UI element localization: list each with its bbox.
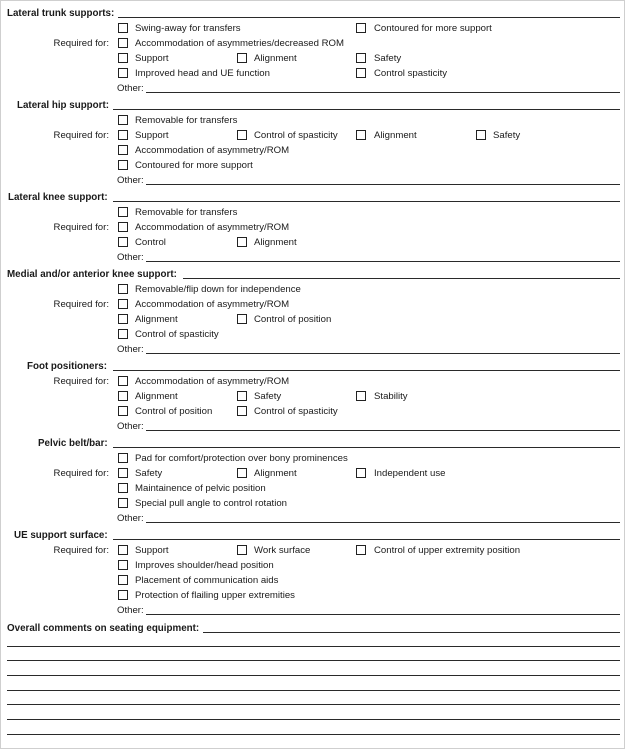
- other-answer-line[interactable]: [146, 522, 620, 523]
- checkbox[interactable]: [118, 68, 128, 78]
- title-answer-line[interactable]: [113, 447, 620, 448]
- comment-line[interactable]: [7, 646, 620, 647]
- other-label: Other:: [117, 83, 144, 94]
- checkbox[interactable]: [237, 391, 247, 401]
- section-title: Foot positioners:: [27, 361, 108, 372]
- checkbox[interactable]: [118, 222, 128, 232]
- option-label: Accommodation of asymmetry/ROM: [135, 376, 290, 387]
- option-label: Independent use: [374, 468, 446, 479]
- checkbox[interactable]: [118, 406, 128, 416]
- option-label: Accommodation of asymmetry/ROM: [135, 299, 290, 310]
- checkbox[interactable]: [356, 23, 366, 33]
- checkbox[interactable]: [356, 468, 366, 478]
- option-label: Removable for transfers: [135, 207, 238, 218]
- option-label: Protection of flailing upper extremities: [135, 590, 295, 601]
- required-for-label: Required for:: [53, 376, 109, 387]
- comment-line[interactable]: [7, 734, 620, 735]
- other-answer-line[interactable]: [146, 430, 620, 431]
- required-for-label: Required for:: [53, 222, 109, 233]
- required-for-label: Required for:: [53, 299, 109, 310]
- checkbox[interactable]: [356, 130, 366, 140]
- title-answer-line[interactable]: [113, 539, 620, 540]
- comment-line[interactable]: [7, 719, 620, 720]
- checkbox[interactable]: [118, 314, 128, 324]
- comment-line[interactable]: [7, 675, 620, 676]
- option-label: Stability: [374, 391, 408, 402]
- other-answer-line[interactable]: [146, 261, 620, 262]
- option-label: Support: [135, 53, 169, 64]
- comment-line[interactable]: [7, 704, 620, 705]
- checkbox[interactable]: [118, 38, 128, 48]
- checkbox[interactable]: [237, 545, 247, 555]
- checkbox[interactable]: [356, 68, 366, 78]
- other-label: Other:: [117, 175, 144, 186]
- section-title: Medial and/or anterior knee support:: [7, 269, 177, 280]
- checkbox[interactable]: [118, 237, 128, 247]
- other-label: Other:: [117, 344, 144, 355]
- checkbox[interactable]: [356, 53, 366, 63]
- option-label: Support: [135, 545, 169, 556]
- option-label: Alignment: [135, 314, 178, 325]
- checkbox[interactable]: [118, 160, 128, 170]
- other-answer-line[interactable]: [146, 184, 620, 185]
- option-label: Contoured for more support: [374, 23, 492, 34]
- checkbox[interactable]: [118, 575, 128, 585]
- section-title: UE support surface:: [14, 530, 108, 541]
- section-title: Pelvic belt/bar:: [38, 438, 108, 449]
- checkbox[interactable]: [476, 130, 486, 140]
- checkbox[interactable]: [237, 237, 247, 247]
- other-answer-line[interactable]: [146, 92, 620, 93]
- checkbox[interactable]: [118, 498, 128, 508]
- required-for-label: Required for:: [53, 545, 109, 556]
- option-label: Control of upper extremity position: [374, 545, 521, 556]
- option-label: Safety: [254, 391, 282, 402]
- checkbox[interactable]: [118, 299, 128, 309]
- option-label: Control of spasticity: [254, 406, 338, 417]
- option-label: Special pull angle to control rotation: [135, 498, 287, 509]
- option-label: Removable for transfers: [135, 115, 238, 126]
- other-answer-line[interactable]: [146, 614, 620, 615]
- option-label: Alignment: [254, 237, 297, 248]
- option-label: Contoured for more support: [135, 160, 253, 171]
- checkbox[interactable]: [356, 545, 366, 555]
- option-label: Alignment: [254, 53, 297, 64]
- checkbox[interactable]: [118, 145, 128, 155]
- checkbox[interactable]: [118, 115, 128, 125]
- option-label: Alignment: [135, 391, 178, 402]
- title-answer-line[interactable]: [118, 17, 620, 18]
- checkbox[interactable]: [237, 406, 247, 416]
- checkbox[interactable]: [118, 468, 128, 478]
- section-title: Lateral knee support:: [8, 192, 108, 203]
- option-label: Safety: [135, 468, 163, 479]
- title-answer-line[interactable]: [113, 201, 620, 202]
- other-label: Other:: [117, 421, 144, 432]
- checkbox[interactable]: [118, 545, 128, 555]
- option-label: Safety: [374, 53, 402, 64]
- title-answer-line[interactable]: [183, 278, 620, 279]
- checkbox[interactable]: [118, 560, 128, 570]
- option-label: Control of position: [135, 406, 213, 417]
- option-label: Accommodation of asymmetry/ROM: [135, 145, 290, 156]
- checkbox[interactable]: [118, 391, 128, 401]
- checkbox[interactable]: [237, 468, 247, 478]
- required-for-label: Required for:: [53, 130, 109, 141]
- option-label: Control spasticity: [374, 68, 448, 79]
- checkbox[interactable]: [118, 453, 128, 463]
- option-label: Placement of communication aids: [135, 575, 279, 586]
- title-answer-line[interactable]: [113, 370, 620, 371]
- option-label: Work surface: [254, 545, 311, 556]
- option-label: Maintainence of pelvic position: [135, 483, 266, 494]
- checkbox[interactable]: [237, 130, 247, 140]
- checkbox[interactable]: [118, 329, 128, 339]
- other-label: Other:: [117, 513, 144, 524]
- comment-line[interactable]: [7, 690, 620, 691]
- checkbox[interactable]: [118, 53, 128, 63]
- title-answer-line[interactable]: [113, 109, 620, 110]
- option-label: Accommodation of asymmetries/decreased ROM: [135, 38, 345, 49]
- required-for-label: Required for:: [53, 468, 109, 479]
- option-label: Swing-away for transfers: [135, 23, 241, 34]
- option-label: Support: [135, 130, 169, 141]
- checkbox[interactable]: [118, 23, 128, 33]
- option-label: Accommodation of asymmetry/ROM: [135, 222, 290, 233]
- option-label: Control of position: [254, 314, 332, 325]
- section-title: Lateral hip support:: [17, 100, 109, 111]
- option-label: Control of spasticity: [254, 130, 338, 141]
- checkbox[interactable]: [118, 590, 128, 600]
- checkbox[interactable]: [237, 314, 247, 324]
- comment-line[interactable]: [203, 632, 620, 633]
- option-label: Removable/flip down for independence: [135, 284, 301, 295]
- checkbox[interactable]: [118, 130, 128, 140]
- checkbox[interactable]: [118, 207, 128, 217]
- other-label: Other:: [117, 605, 144, 616]
- option-label: Alignment: [254, 468, 297, 479]
- option-label: Improved head and UE function: [135, 68, 270, 79]
- required-for-label: Required for:: [53, 38, 109, 49]
- option-label: Control: [135, 237, 166, 248]
- section-title: Lateral trunk supports:: [7, 8, 115, 19]
- option-label: Control of spasticity: [135, 329, 219, 340]
- option-label: Alignment: [374, 130, 417, 141]
- option-label: Improves shoulder/head position: [135, 560, 274, 571]
- option-label: Pad for comfort/protection over bony prominences: [135, 453, 348, 464]
- checkbox[interactable]: [118, 483, 128, 493]
- checkbox[interactable]: [237, 53, 247, 63]
- checkbox[interactable]: [118, 284, 128, 294]
- option-label: Safety: [493, 130, 521, 141]
- comment-line[interactable]: [7, 660, 620, 661]
- checkbox[interactable]: [356, 391, 366, 401]
- checkbox[interactable]: [118, 376, 128, 386]
- other-label: Other:: [117, 252, 144, 263]
- section-title: Overall comments on seating equipment:: [7, 623, 200, 634]
- other-answer-line[interactable]: [146, 353, 620, 354]
